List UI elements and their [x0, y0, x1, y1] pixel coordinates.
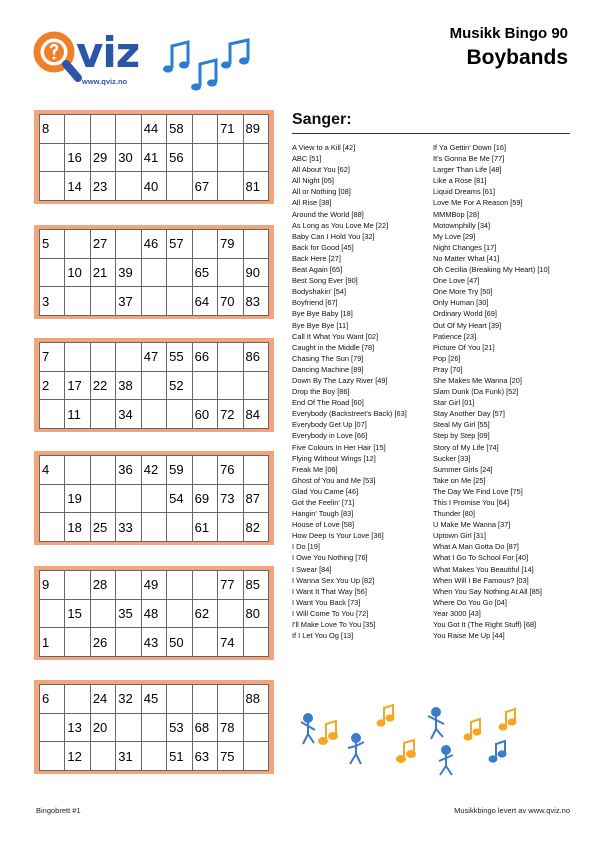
- song-item: Everybody (Backstreet's Back) [63]: [292, 409, 407, 419]
- bingo-cell: [90, 287, 115, 316]
- bingo-cell: [218, 143, 243, 172]
- song-item: If I Let You Og [13]: [292, 631, 354, 641]
- song-item: All Rise [38]: [292, 198, 332, 208]
- bingo-cell: 15: [65, 599, 90, 628]
- bingo-cell: [40, 484, 65, 513]
- bingo-cell: [243, 456, 268, 485]
- bingo-cell: 16: [65, 143, 90, 172]
- bingo-cell: 74: [218, 628, 243, 657]
- bingo-cell: 49: [141, 571, 166, 600]
- bingo-row: [40, 599, 269, 628]
- song-item: Only Human [30]: [433, 298, 489, 308]
- song-item: I'll Make Love To You [35]: [292, 620, 376, 630]
- song-item: When You Say Nothing At All [85]: [433, 586, 542, 596]
- bingo-cell: 54: [167, 484, 192, 513]
- song-item: Bye Bye Bye [11]: [292, 320, 349, 330]
- bingo-cell: 47: [141, 343, 166, 372]
- bingo-cell: 76: [218, 456, 243, 485]
- bingo-cell: [65, 115, 90, 144]
- bingo-cell: [40, 599, 65, 628]
- song-item: How Deep Is Your Love [36]: [292, 531, 384, 541]
- song-item: Slam Dunk (Da Funk) [52]: [433, 387, 519, 397]
- bingo-cell: [167, 287, 192, 316]
- song-item: Motownphilly [34]: [433, 220, 491, 230]
- bingo-cell: 37: [116, 287, 141, 316]
- bingo-cell: 43: [141, 628, 166, 657]
- bingo-row: [40, 513, 269, 542]
- bingo-cell: 31: [116, 742, 141, 771]
- bingo-cell: 33: [116, 513, 141, 542]
- bingo-cell: [192, 143, 217, 172]
- song-item: I Want It That Way [56]: [292, 586, 367, 596]
- song-item: Love Me For A Reason [59]: [433, 198, 523, 208]
- bingo-cell: 46: [141, 230, 166, 259]
- bingo-row: [40, 343, 269, 372]
- song-item: Ordinary World [69]: [433, 309, 497, 319]
- bingo-row: [40, 143, 269, 172]
- bingo-row: [40, 685, 269, 714]
- bingo-cell: 8: [40, 115, 65, 144]
- bingo-board: [34, 451, 274, 545]
- bingo-cell: [65, 287, 90, 316]
- bingo-cell: [192, 456, 217, 485]
- song-item: Patience [23]: [433, 331, 477, 341]
- song-item: Larger Than Life [48]: [433, 165, 502, 175]
- song-item: Call It What You Want [02]: [292, 331, 378, 341]
- bingo-cell: 85: [243, 571, 268, 600]
- bingo-cell: 50: [167, 628, 192, 657]
- bingo-cell: 82: [243, 513, 268, 542]
- bingo-board: [34, 110, 274, 204]
- bingo-cell: 63: [192, 742, 217, 771]
- song-item: A View to a Kill [42]: [292, 143, 356, 152]
- bingo-cell: 71: [218, 115, 243, 144]
- bingo-row: [40, 258, 269, 287]
- bingo-row: [40, 287, 269, 316]
- song-item: Beat Again [65]: [292, 265, 343, 275]
- bingo-cell: [90, 400, 115, 429]
- logo-url: www.qviz.no: [82, 77, 128, 86]
- song-item: What I Go To School For [40]: [433, 553, 529, 563]
- bingo-cell: 13: [65, 713, 90, 742]
- song-item: U Make Me Wanna [37]: [433, 520, 511, 530]
- bingo-cell: 11: [65, 400, 90, 429]
- bingo-cell: 19: [65, 484, 90, 513]
- bingo-cell: [116, 628, 141, 657]
- bingo-cell: [141, 713, 166, 742]
- song-item: Got the Feelin' [71]: [292, 498, 355, 507]
- bingo-board: [34, 338, 274, 432]
- bingo-cell: 77: [218, 571, 243, 600]
- bingo-cell: [218, 172, 243, 201]
- song-item: Take on Me [25]: [433, 475, 486, 485]
- bingo-cell: 28: [90, 571, 115, 600]
- bingo-cell: [65, 456, 90, 485]
- song-item: I Do [19]: [292, 542, 320, 552]
- bingo-cell: 12: [65, 742, 90, 771]
- bingo-cell: 48: [141, 599, 166, 628]
- song-item: Flying Without Wings [12]: [292, 453, 376, 463]
- bingo-cell: 87: [243, 484, 268, 513]
- bingo-cell: 30: [116, 143, 141, 172]
- bingo-row: [40, 115, 269, 144]
- bingo-cell: [192, 628, 217, 657]
- song-item: It's Gonna Be Me [77]: [433, 154, 505, 164]
- bingo-cell: 40: [141, 172, 166, 201]
- bingo-cell: [90, 115, 115, 144]
- bingo-cell: [192, 230, 217, 259]
- bingo-cell: [116, 230, 141, 259]
- song-item: Uptown Girl [31]: [433, 531, 486, 541]
- bingo-cell: 42: [141, 456, 166, 485]
- bingo-cell: [90, 343, 115, 372]
- song-item: One Love [47]: [433, 276, 480, 286]
- bingo-cell: 22: [90, 371, 115, 400]
- bingo-cell: [167, 258, 192, 287]
- bingo-cell: 34: [116, 400, 141, 429]
- bingo-cell: 52: [167, 371, 192, 400]
- bingo-cell: [167, 513, 192, 542]
- bingo-grid: [39, 455, 269, 542]
- song-item: Star Girl [01]: [433, 398, 475, 408]
- bingo-cell: 67: [192, 172, 217, 201]
- bingo-cell: [40, 400, 65, 429]
- credit-text: Musikkbingo levert av www.qviz.no: [454, 806, 570, 815]
- song-item: You Raise Me Up [44]: [433, 631, 505, 641]
- bingo-cell: [40, 258, 65, 287]
- bingo-cell: [192, 115, 217, 144]
- bingo-cell: 83: [243, 287, 268, 316]
- song-item: Everybody Get Up [07]: [292, 420, 367, 430]
- logo-wordmark: viz: [76, 28, 140, 77]
- song-item: Picture Of You [21]: [433, 342, 495, 352]
- song-item: This I Promise You [64]: [433, 498, 509, 507]
- bingo-cell: [243, 628, 268, 657]
- song-item: Down By The Lazy River [49]: [292, 375, 388, 385]
- bingo-cell: [167, 172, 192, 201]
- bingo-cell: 36: [116, 456, 141, 485]
- song-item: Glad You Came [46]: [292, 486, 359, 496]
- bingo-cell: 78: [218, 713, 243, 742]
- bingo-cell: [90, 456, 115, 485]
- music-notes-icon: [160, 34, 270, 94]
- bingo-cell: 57: [167, 230, 192, 259]
- bingo-cell: 6: [40, 685, 65, 714]
- dancing-figures-icon: [296, 700, 534, 780]
- song-item: What A Man Gotta Do [87]: [433, 542, 519, 552]
- song-item: Sucker [33]: [433, 453, 471, 463]
- song-item: Dancing Machine [89]: [292, 364, 364, 374]
- bingo-cell: [167, 685, 192, 714]
- song-item: Where Do You Go [04]: [433, 597, 507, 607]
- song-item: As Long as You Love Me [22]: [292, 220, 389, 230]
- bingo-cell: 14: [65, 172, 90, 201]
- bingo-grid: [39, 229, 269, 316]
- bingo-cell: [40, 143, 65, 172]
- bingo-cell: [65, 628, 90, 657]
- bingo-cell: [141, 400, 166, 429]
- song-item: All Night [05]: [292, 176, 334, 186]
- song-item: End Of The Road [60]: [292, 398, 364, 408]
- song-item: Thunder [80]: [433, 509, 475, 519]
- bingo-cell: 66: [192, 343, 217, 372]
- bingo-cell: 65: [192, 258, 217, 287]
- bingo-cell: [218, 599, 243, 628]
- bingo-cell: [141, 258, 166, 287]
- bingo-cell: 75: [218, 742, 243, 771]
- song-item: Night Changes [17]: [433, 242, 497, 252]
- bingo-grid: [39, 570, 269, 657]
- bingo-cell: [167, 571, 192, 600]
- song-item: The Day We Find Love [75]: [433, 486, 523, 496]
- song-item: Bodyshakin' [54]: [292, 287, 347, 297]
- bingo-cell: [218, 343, 243, 372]
- bingo-cell: [218, 258, 243, 287]
- song-item: If Ya Gettin' Down [16]: [433, 143, 507, 152]
- bingo-row: [40, 456, 269, 485]
- bingo-cell: [141, 287, 166, 316]
- bingo-cell: [90, 484, 115, 513]
- song-item: Summer Girls [24]: [433, 464, 493, 474]
- bingo-cell: 81: [243, 172, 268, 201]
- bingo-cell: 29: [90, 143, 115, 172]
- bingo-cell: [116, 115, 141, 144]
- song-item: Bye Bye Baby [18]: [292, 309, 353, 319]
- bingo-cell: 90: [243, 258, 268, 287]
- bingo-row: [40, 628, 269, 657]
- song-item: Liquid Dreams [61]: [433, 187, 496, 197]
- song-item: Stay Another Day [57]: [433, 409, 505, 419]
- bingo-cell: [243, 742, 268, 771]
- bingo-cell: [141, 513, 166, 542]
- bingo-cell: 7: [40, 343, 65, 372]
- bingo-cell: 70: [218, 287, 243, 316]
- song-item: She Makes Me Wanna [20]: [433, 375, 522, 385]
- song-item: Ghost of You and Me [53]: [292, 475, 376, 485]
- bingo-cell: 3: [40, 287, 65, 316]
- song-item: When Will I Be Famous? [03]: [433, 575, 529, 585]
- bingo-cell: 27: [90, 230, 115, 259]
- song-item: Baby Can I Hold You [32]: [292, 231, 375, 241]
- bingo-cell: [40, 742, 65, 771]
- bingo-cell: 51: [167, 742, 192, 771]
- bingo-cell: 4: [40, 456, 65, 485]
- bingo-cell: 61: [192, 513, 217, 542]
- bingo-cell: 17: [65, 371, 90, 400]
- board-number: Bingobrett #1: [36, 806, 81, 815]
- song-item: Year 3000 [43]: [433, 608, 481, 618]
- bingo-cell: 39: [116, 258, 141, 287]
- bingo-cell: 58: [167, 115, 192, 144]
- bingo-cell: 21: [90, 258, 115, 287]
- game-title: Musikk Bingo 90: [449, 25, 568, 42]
- song-item: Story of My Life [74]: [433, 442, 499, 452]
- bingo-cell: 20: [90, 713, 115, 742]
- song-item: Everybody in Love [66]: [292, 431, 368, 441]
- songs-heading: Sanger:: [292, 111, 570, 134]
- song-item: Like a Rose [81]: [433, 176, 487, 186]
- bingo-cell: 89: [243, 115, 268, 144]
- bingo-row: [40, 230, 269, 259]
- song-item: Back for Good [45]: [292, 242, 354, 252]
- bingo-cell: 79: [218, 230, 243, 259]
- bingo-cell: [90, 742, 115, 771]
- bingo-cell: [65, 685, 90, 714]
- bingo-cell: [116, 713, 141, 742]
- bingo-cell: [116, 484, 141, 513]
- bingo-cell: [167, 599, 192, 628]
- bingo-cell: 53: [167, 713, 192, 742]
- bingo-cell: 60: [192, 400, 217, 429]
- bingo-cell: [141, 484, 166, 513]
- song-item: No Matter What [41]: [433, 253, 500, 263]
- song-item: Pray [70]: [433, 364, 463, 374]
- song-list-right: [433, 142, 573, 641]
- song-item: I Want You Back [73]: [292, 597, 361, 607]
- song-item: ABC [51]: [292, 154, 322, 164]
- bingo-cell: 32: [116, 685, 141, 714]
- song-item: Around the World [88]: [292, 209, 364, 219]
- bingo-cell: [218, 685, 243, 714]
- bingo-board: [34, 225, 274, 319]
- bingo-cell: [243, 143, 268, 172]
- song-item: Drop the Boy [86]: [292, 387, 350, 397]
- bingo-cell: 62: [192, 599, 217, 628]
- song-item: Back Here [27]: [292, 253, 341, 263]
- bingo-cell: [40, 713, 65, 742]
- bingo-cell: 24: [90, 685, 115, 714]
- song-item: Pop [26]: [433, 353, 461, 363]
- bingo-cell: 59: [167, 456, 192, 485]
- bingo-cell: [116, 343, 141, 372]
- theme-title: Boybands: [466, 46, 568, 69]
- bingo-cell: [141, 371, 166, 400]
- song-item: All or Nothing [08]: [292, 187, 351, 197]
- bingo-cell: [243, 713, 268, 742]
- bingo-cell: 44: [141, 115, 166, 144]
- bingo-cell: 86: [243, 343, 268, 372]
- bingo-cell: [243, 230, 268, 259]
- song-item: Hangin' Tough [83]: [292, 509, 354, 519]
- bingo-grid: [39, 342, 269, 429]
- bingo-row: [40, 172, 269, 201]
- bingo-grid: [39, 684, 269, 771]
- song-item: MMMBop [28]: [433, 209, 480, 219]
- bingo-cell: [218, 513, 243, 542]
- bingo-row: [40, 571, 269, 600]
- song-item: Freak Me [06]: [292, 464, 338, 474]
- bingo-cell: [65, 230, 90, 259]
- song-item: I Swear [84]: [292, 564, 332, 574]
- bingo-cell: 68: [192, 713, 217, 742]
- song-item: I Wanna Sex You Up [82]: [292, 575, 375, 585]
- bingo-cell: [65, 343, 90, 372]
- bingo-cell: [65, 571, 90, 600]
- bingo-cell: 10: [65, 258, 90, 287]
- song-item: House of Love [58]: [292, 520, 355, 530]
- bingo-cell: [243, 371, 268, 400]
- bingo-cell: 9: [40, 571, 65, 600]
- song-item: Chasing The Sun [79]: [292, 353, 364, 363]
- song-item: Oh Cecilia (Breaking My Heart) [10]: [433, 265, 550, 275]
- bingo-cell: 35: [116, 599, 141, 628]
- bingo-cell: 69: [192, 484, 217, 513]
- song-item: I Owe You Nothing [76]: [292, 553, 368, 563]
- song-item: What Makes You Beautiful [14]: [433, 564, 534, 574]
- bingo-cell: [116, 571, 141, 600]
- song-item: Caught in the Middle [78]: [292, 342, 375, 352]
- bingo-cell: 55: [167, 343, 192, 372]
- song-item: All About You [62]: [292, 165, 350, 175]
- bingo-row: [40, 371, 269, 400]
- song-item: My Love [29]: [433, 231, 476, 241]
- bingo-cell: [218, 371, 243, 400]
- bingo-board: [34, 566, 274, 660]
- bingo-cell: 64: [192, 287, 217, 316]
- bingo-row: [40, 742, 269, 771]
- bingo-cell: [90, 599, 115, 628]
- bingo-cell: 5: [40, 230, 65, 259]
- bingo-grid: [39, 114, 269, 201]
- song-item: One More Try [50]: [433, 287, 493, 297]
- song-item: You Got It (The Right Stuff) [68]: [433, 620, 537, 630]
- song-item: Step by Step [09]: [433, 431, 490, 441]
- bingo-row: [40, 400, 269, 429]
- bingo-cell: 84: [243, 400, 268, 429]
- bingo-row: [40, 713, 269, 742]
- bingo-cell: 1: [40, 628, 65, 657]
- bingo-cell: [116, 172, 141, 201]
- bingo-cell: 88: [243, 685, 268, 714]
- bingo-cell: 80: [243, 599, 268, 628]
- bingo-cell: [192, 571, 217, 600]
- qviz-logo: [30, 28, 180, 98]
- bingo-cell: [167, 400, 192, 429]
- song-item: Best Song Ever [90]: [292, 276, 358, 286]
- bingo-cell: 56: [167, 143, 192, 172]
- bingo-cell: 2: [40, 371, 65, 400]
- bingo-cell: [141, 742, 166, 771]
- bingo-cell: 18: [65, 513, 90, 542]
- bingo-cell: 73: [218, 484, 243, 513]
- bingo-cell: 38: [116, 371, 141, 400]
- bingo-cell: 25: [90, 513, 115, 542]
- bingo-cell: 26: [90, 628, 115, 657]
- bingo-cell: [192, 371, 217, 400]
- bingo-cell: 45: [141, 685, 166, 714]
- song-item: Steal My Girl [55]: [433, 420, 490, 430]
- song-item: Out Of My Heart [39]: [433, 320, 502, 330]
- bingo-row: [40, 484, 269, 513]
- bingo-cell: [40, 513, 65, 542]
- bingo-cell: [40, 172, 65, 201]
- song-item: Boyfriend [67]: [292, 298, 338, 308]
- song-list-left: [292, 142, 432, 641]
- song-item: Five Colours In Her Hair [15]: [292, 442, 386, 452]
- song-item: I Will Come To You [72]: [292, 608, 369, 618]
- bingo-cell: 41: [141, 143, 166, 172]
- bingo-board: [34, 680, 274, 774]
- title-block: [450, 25, 568, 70]
- bingo-cell: 23: [90, 172, 115, 201]
- bingo-cell: [192, 685, 217, 714]
- bingo-cell: 72: [218, 400, 243, 429]
